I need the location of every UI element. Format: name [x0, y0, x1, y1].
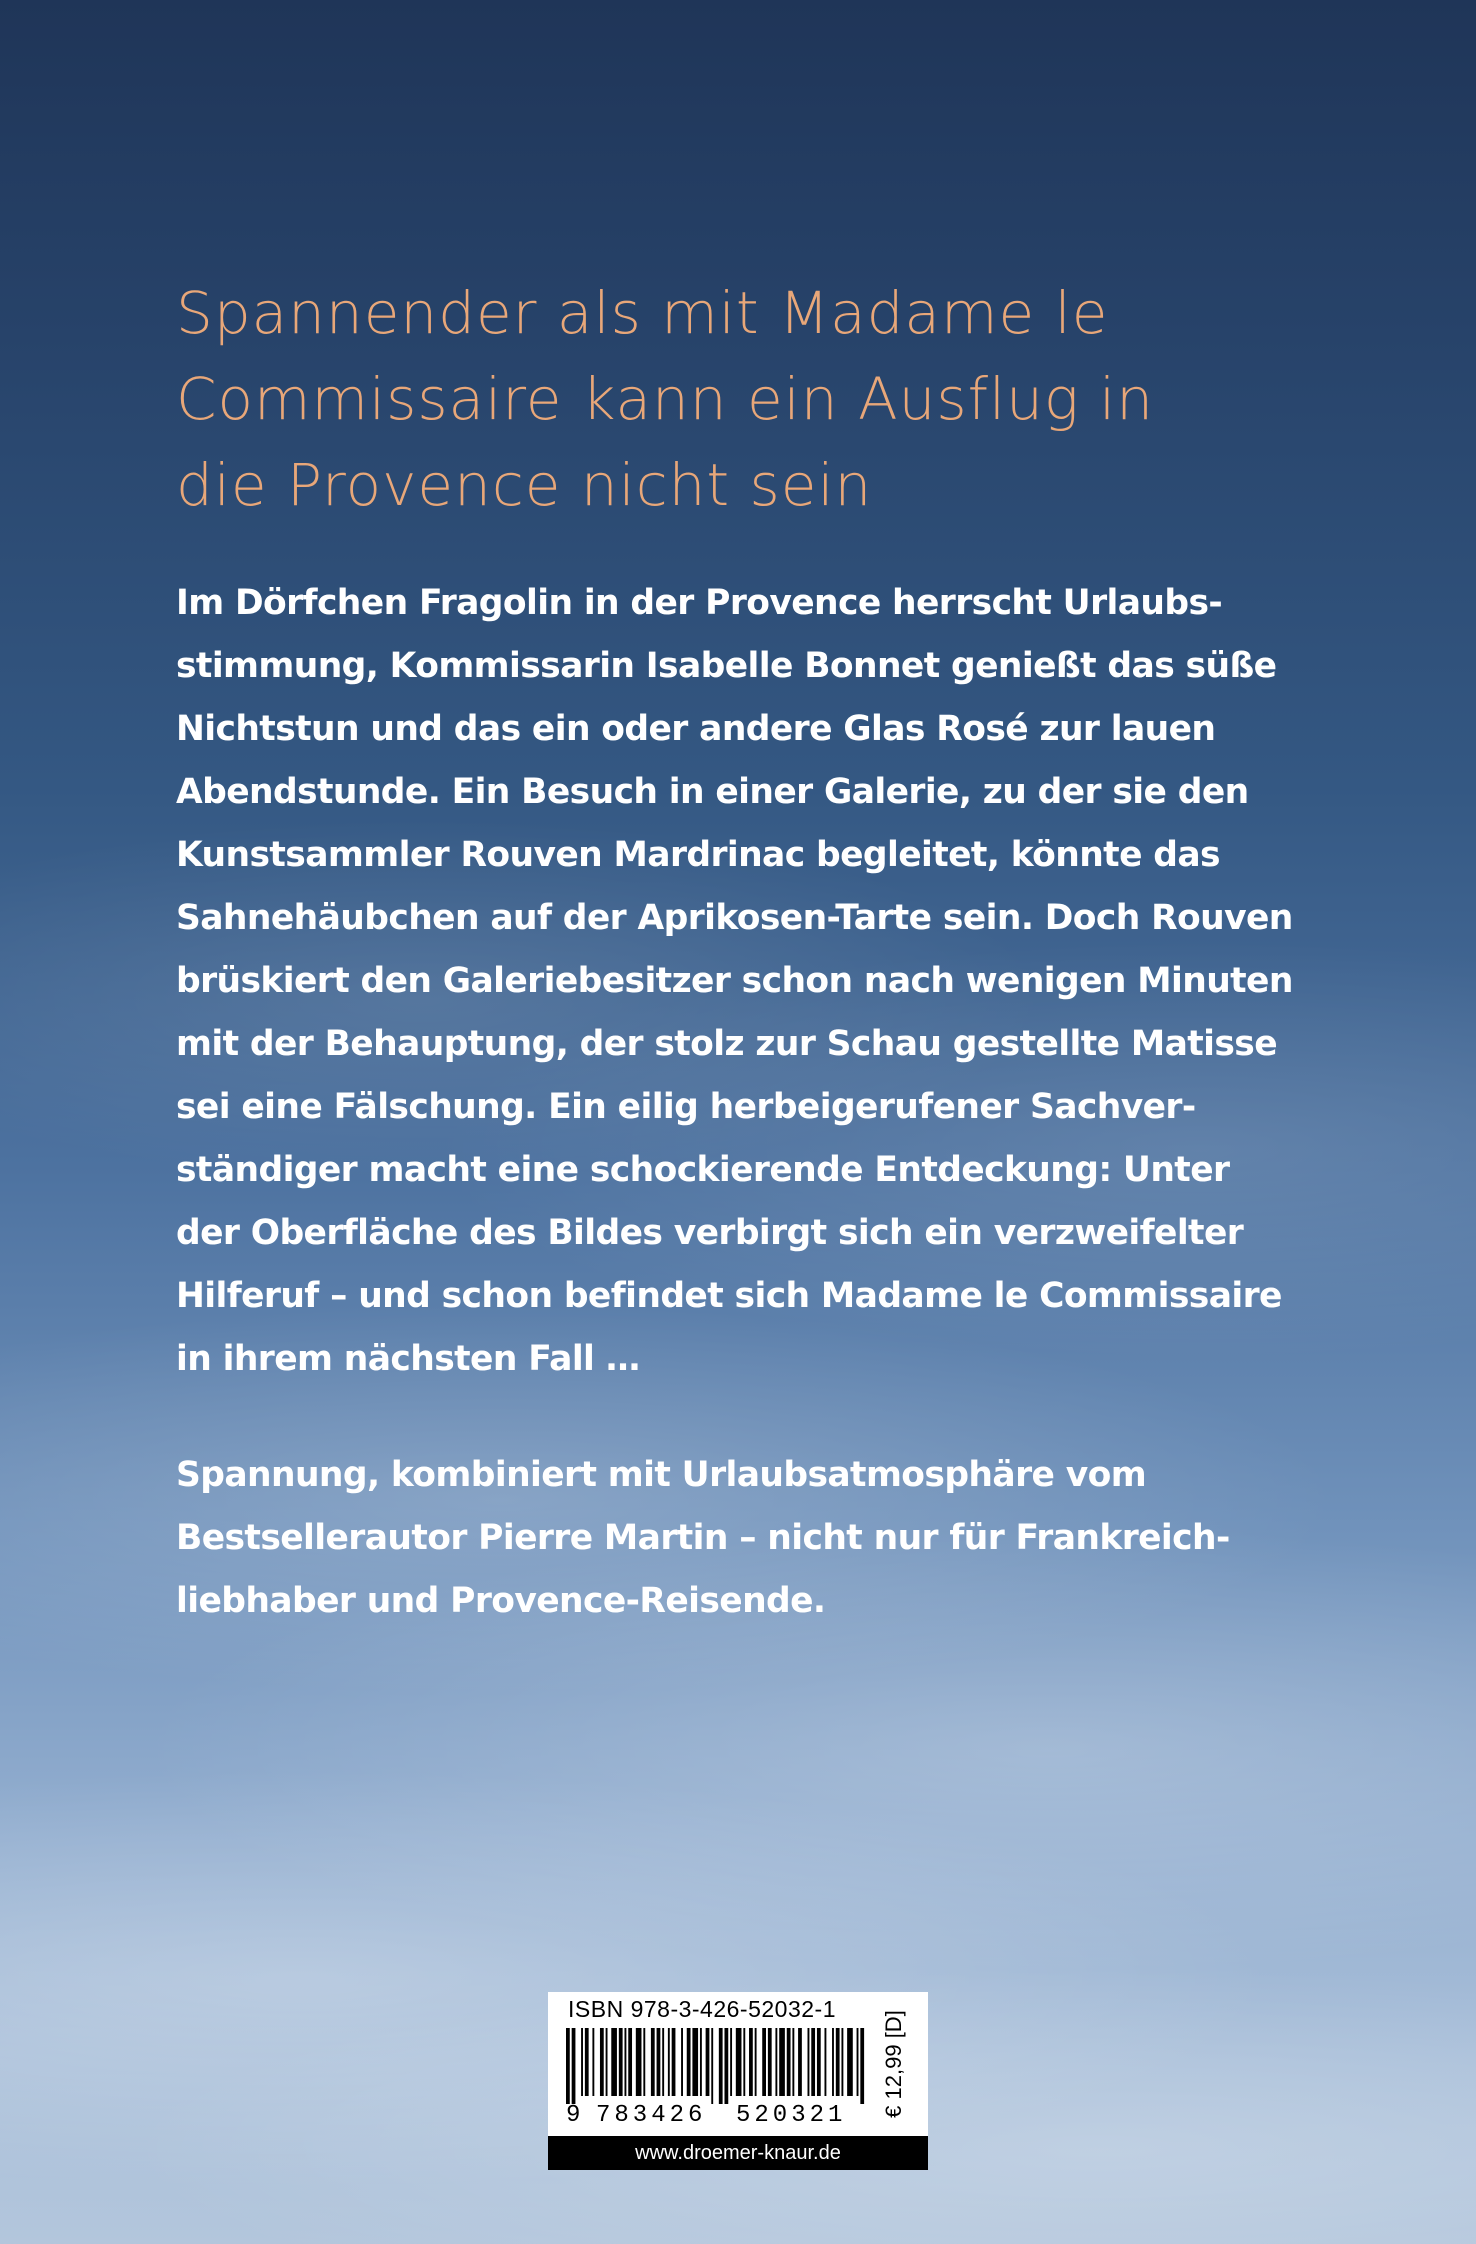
barcode-bar	[585, 2028, 589, 2096]
barcode-bar	[672, 2028, 676, 2096]
publisher-url: www.droemer-knaur.de	[548, 2136, 928, 2170]
barcode-digit-first: 9	[566, 2102, 581, 2129]
isbn-barcode	[548, 1992, 928, 2136]
barcode-bar	[860, 2028, 864, 2104]
barcode-bar	[743, 2028, 745, 2096]
barcode-bar	[730, 2028, 732, 2096]
barcode-bar	[768, 2028, 772, 2096]
barcode-digit-group-left: 783426	[596, 2102, 707, 2129]
blurb-line: Abendstunde. Ein Besuch in einer Galerie, zu der sie den	[176, 772, 1249, 812]
barcode-bar	[611, 2028, 617, 2096]
blurb-line: Hilferuf – und schon befindet sich Madame le Commissaire	[176, 1276, 1282, 1316]
blurb-line: Kunstsammler Rouven Mardrinac begleitet, könnte das	[176, 835, 1220, 875]
barcode-bar	[779, 2028, 785, 2096]
book-blurb	[176, 572, 1293, 1391]
barcode-bar	[841, 2028, 843, 2096]
barcode-bar	[657, 2028, 661, 2096]
barcode-bar	[628, 2028, 632, 2096]
headline-line: die Provence nicht sein	[176, 451, 873, 519]
barcode-bar	[681, 2028, 683, 2096]
barcode-bar	[687, 2028, 691, 2096]
barcode-bar	[566, 2028, 570, 2104]
barcode-bar	[857, 2028, 859, 2096]
blurb-line: Nichtstun und das ein oder andere Glas Rosé zur lauen	[176, 709, 1216, 749]
blurb-line: sei eine Fälschung. Ein eilig herbeigerufener Sachver-	[176, 1087, 1196, 1127]
barcode-bar	[636, 2028, 642, 2096]
isbn-label: ISBN 978-3-426-52032-1	[568, 1996, 836, 2022]
barcode-bar	[581, 2028, 583, 2096]
barcode-bar	[668, 2028, 670, 2096]
barcode-bar	[624, 2028, 626, 2096]
barcode-bar	[755, 2028, 757, 2096]
price-text: € 12,99 [D]	[881, 2010, 906, 2118]
blurb-line: brüskiert den Galeriebesitzer schon nach wenigen Minuten	[176, 961, 1293, 1001]
blurb-line: mit der Behauptung, der stolz zur Schau gestellte Matisse	[176, 1024, 1278, 1064]
tagline-line: Bestsellerautor Pierre Martin – nicht nur für Frankreich-	[176, 1518, 1230, 1558]
barcode-digits	[566, 2102, 868, 2129]
barcode-bar	[711, 2028, 713, 2104]
barcode-bar	[643, 2028, 645, 2096]
blurb-line: der Oberfläche des Bildes verbirgt sich ein verzweifelter	[176, 1213, 1244, 1253]
barcode-digit-group-right: 520321	[736, 2102, 847, 2129]
barcode-bar	[811, 2028, 815, 2096]
tagline-line: Spannung, kombiniert mit Urlaubsatmosphäre vom	[176, 1455, 1147, 1495]
blurb-line: Sahnehäubchen auf der Aprikosen-Tarte sein. Doch Rouven	[176, 898, 1293, 938]
cover-headline	[176, 270, 1326, 528]
barcode-bar	[808, 2028, 810, 2096]
blurb-line: ständiger macht eine schockierende Entdeckung: Unter	[176, 1150, 1230, 1190]
barcode-bar	[847, 2028, 853, 2096]
barcode-bar	[606, 2028, 608, 2096]
barcode-bar	[700, 2028, 702, 2096]
headline-line: Commissaire kann ein Ausflug in	[176, 365, 1155, 433]
tagline-line: liebhaber und Provence-Reisende.	[176, 1581, 826, 1621]
barcode-bar	[706, 2028, 710, 2096]
barcode-bar	[792, 2028, 794, 2096]
barcode-bar	[817, 2028, 821, 2096]
barcode-bar	[651, 2028, 655, 2096]
barcode-bar	[662, 2028, 664, 2096]
barcode-bar	[832, 2028, 834, 2096]
barcode-bars	[566, 2028, 866, 2104]
blurb-line: stimmung, Kommissarin Isabelle Bonnet genießt das süße	[176, 646, 1277, 686]
barcode-bar	[572, 2028, 576, 2104]
headline-line: Spannender als mit Madame le	[176, 279, 1109, 347]
barcode-bar	[592, 2028, 594, 2096]
barcode-bar	[787, 2028, 791, 2096]
barcode-bar	[736, 2028, 742, 2096]
barcode-bar	[798, 2028, 802, 2096]
barcode-bar	[824, 2028, 826, 2096]
barcode-bar	[619, 2028, 623, 2096]
barcode-bar	[749, 2028, 753, 2096]
book-tagline	[176, 1444, 1286, 1633]
barcode-bar	[836, 2028, 840, 2096]
barcode-bar	[775, 2028, 777, 2096]
price-label	[874, 1998, 914, 2130]
blurb-line: Im Dörfchen Fragolin in der Provence herrscht Urlaubs-	[176, 583, 1223, 623]
barcode-bar	[762, 2028, 766, 2096]
barcode-bar	[719, 2028, 723, 2104]
blurb-line: in ihrem nächsten Fall …	[176, 1339, 640, 1379]
barcode-bar	[600, 2028, 604, 2096]
barcode-bar	[724, 2028, 728, 2104]
barcode-bar	[692, 2028, 698, 2096]
